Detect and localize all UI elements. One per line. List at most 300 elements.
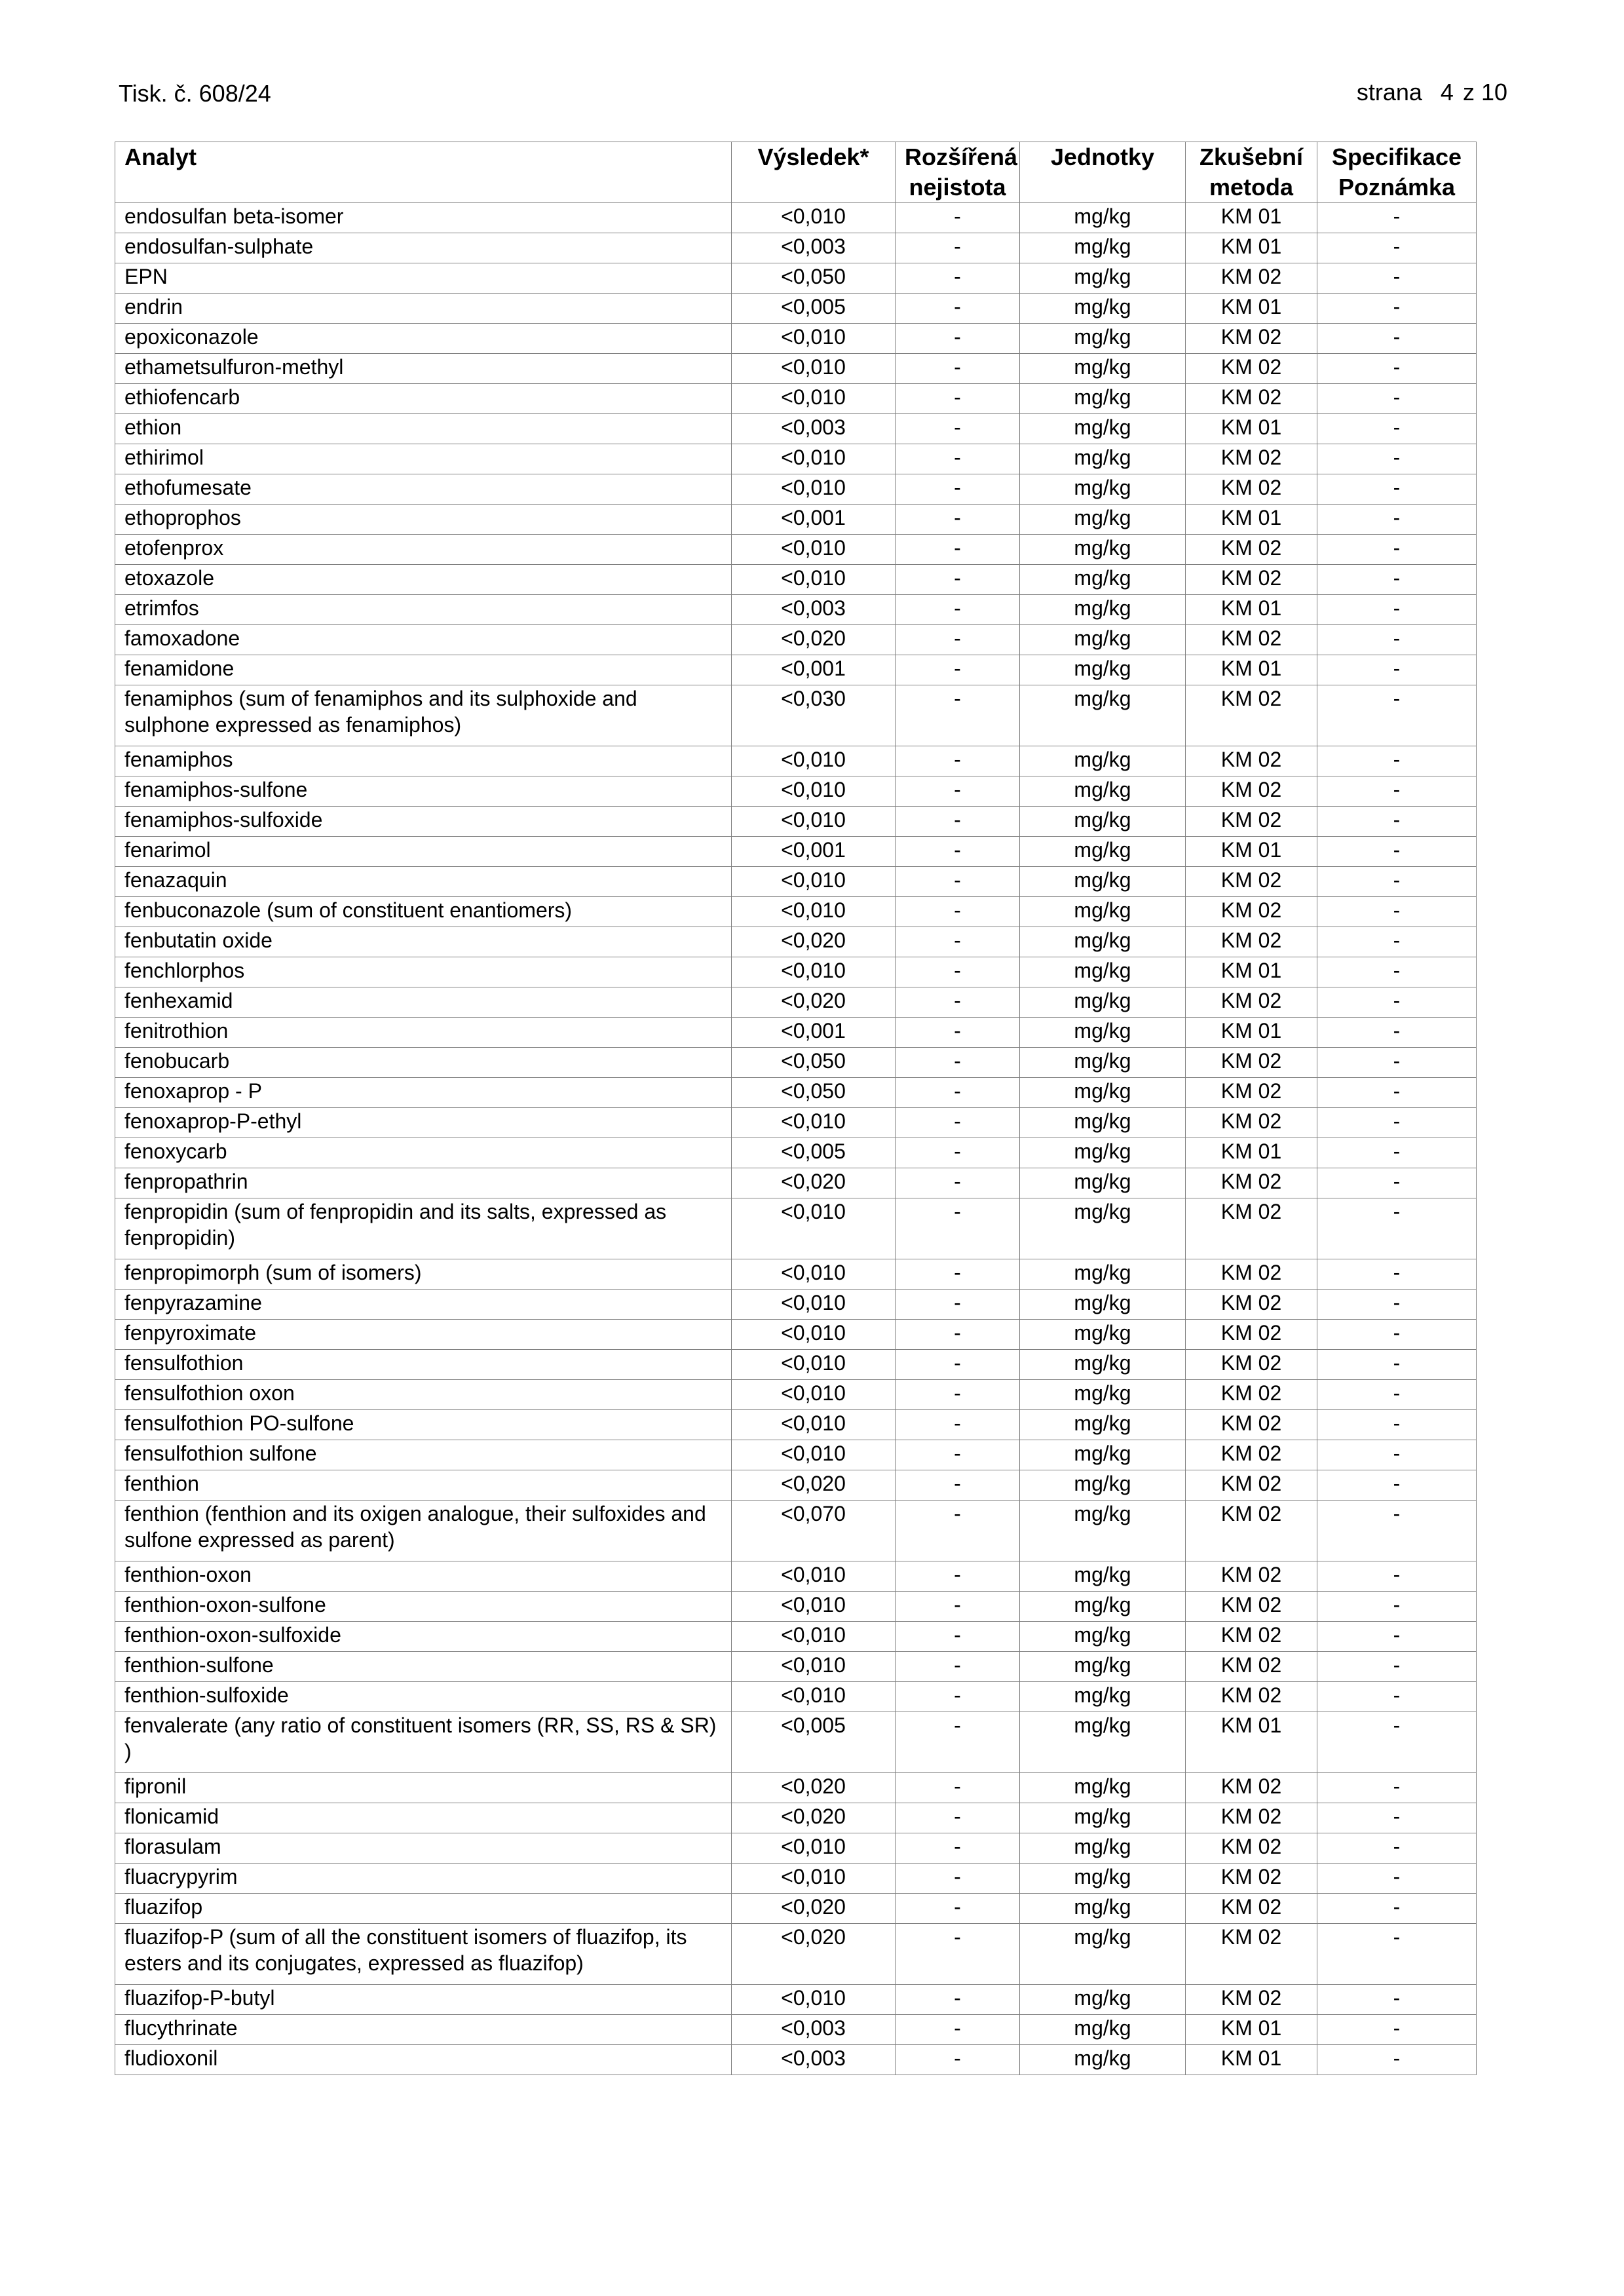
cell-specification: - (1317, 655, 1477, 685)
cell-units: mg/kg (1020, 1410, 1186, 1440)
cell-analyte: fenitrothion (115, 1018, 732, 1048)
cell-method: KM 02 (1186, 1380, 1317, 1410)
table-row (115, 1078, 1477, 1108)
table-row (115, 1350, 1477, 1380)
cell-method: KM 02 (1186, 1833, 1317, 1864)
table-row (115, 1138, 1477, 1168)
table-row (115, 1048, 1477, 1078)
cell-result: <0,010 (732, 384, 896, 414)
cell-uncertainty: - (896, 1108, 1020, 1138)
cell-specification: - (1317, 1168, 1477, 1198)
cell-uncertainty: - (896, 2015, 1020, 2045)
cell-uncertainty: - (896, 233, 1020, 263)
cell-result: <0,001 (732, 505, 896, 535)
cell-result: <0,020 (732, 1470, 896, 1501)
cell-uncertainty: - (896, 1350, 1020, 1380)
cell-method: KM 02 (1186, 1864, 1317, 1894)
cell-uncertainty: - (896, 867, 1020, 897)
cell-units: mg/kg (1020, 1320, 1186, 1350)
cell-units: mg/kg (1020, 987, 1186, 1018)
cell-units: mg/kg (1020, 1078, 1186, 1108)
header-specification: Specifikace Poznámka (1317, 142, 1477, 203)
cell-uncertainty: - (896, 1198, 1020, 1259)
cell-method: KM 02 (1186, 927, 1317, 957)
cell-units: mg/kg (1020, 474, 1186, 505)
cell-result: <0,010 (732, 324, 896, 354)
cell-uncertainty: - (896, 384, 1020, 414)
cell-units: mg/kg (1020, 807, 1186, 837)
cell-result: <0,020 (732, 625, 896, 655)
cell-specification: - (1317, 1350, 1477, 1380)
cell-uncertainty: - (896, 807, 1020, 837)
cell-method: KM 02 (1186, 1622, 1317, 1652)
cell-analyte: etrimfos (115, 595, 732, 625)
cell-units: mg/kg (1020, 1894, 1186, 1924)
cell-method: KM 02 (1186, 1108, 1317, 1138)
cell-result: <0,070 (732, 1501, 896, 1561)
cell-specification: - (1317, 535, 1477, 565)
cell-analyte: ethion (115, 414, 732, 444)
cell-result: <0,010 (732, 1290, 896, 1320)
cell-method: KM 02 (1186, 1682, 1317, 1712)
cell-method: KM 02 (1186, 746, 1317, 776)
cell-analyte: fenthion (fenthion and its oxigen analogue, their sulfoxides and sulfone expressed as parent) (115, 1501, 732, 1561)
cell-specification: - (1317, 1138, 1477, 1168)
cell-uncertainty: - (896, 1380, 1020, 1410)
cell-specification: - (1317, 1652, 1477, 1682)
cell-units: mg/kg (1020, 1652, 1186, 1682)
table-row (115, 324, 1477, 354)
cell-result: <0,010 (732, 1198, 896, 1259)
table-row (115, 444, 1477, 474)
cell-method: KM 02 (1186, 807, 1317, 837)
cell-result: <0,005 (732, 1138, 896, 1168)
cell-specification: - (1317, 263, 1477, 294)
cell-specification: - (1317, 867, 1477, 897)
cell-units: mg/kg (1020, 263, 1186, 294)
cell-method: KM 01 (1186, 505, 1317, 535)
cell-result: <0,020 (732, 987, 896, 1018)
cell-result: <0,005 (732, 294, 896, 324)
cell-analyte: fenthion-oxon-sulfone (115, 1592, 732, 1622)
header-method: Zkušební metoda (1186, 142, 1317, 203)
table-row (115, 2045, 1477, 2075)
cell-units: mg/kg (1020, 1682, 1186, 1712)
cell-analyte: fenthion (115, 1470, 732, 1501)
cell-specification: - (1317, 1894, 1477, 1924)
cell-method: KM 02 (1186, 1592, 1317, 1622)
table-row (115, 1440, 1477, 1470)
cell-result: <0,050 (732, 1048, 896, 1078)
cell-result: <0,001 (732, 655, 896, 685)
cell-specification: - (1317, 1864, 1477, 1894)
cell-specification: - (1317, 595, 1477, 625)
table-body (115, 203, 1477, 2075)
cell-specification: - (1317, 1470, 1477, 1501)
cell-result: <0,010 (732, 1833, 896, 1864)
cell-specification: - (1317, 1561, 1477, 1592)
cell-analyte: etoxazole (115, 565, 732, 595)
cell-uncertainty: - (896, 1168, 1020, 1198)
cell-specification: - (1317, 1198, 1477, 1259)
cell-method: KM 02 (1186, 1894, 1317, 1924)
cell-specification: - (1317, 746, 1477, 776)
cell-specification: - (1317, 2015, 1477, 2045)
table-row (115, 1652, 1477, 1682)
cell-result: <0,010 (732, 1682, 896, 1712)
cell-uncertainty: - (896, 474, 1020, 505)
cell-uncertainty: - (896, 837, 1020, 867)
cell-result: <0,005 (732, 1712, 896, 1773)
cell-analyte: fenamiphos-sulfoxide (115, 807, 732, 837)
cell-specification: - (1317, 625, 1477, 655)
cell-analyte: fenhexamid (115, 987, 732, 1018)
cell-units: mg/kg (1020, 1380, 1186, 1410)
cell-result: <0,010 (732, 1259, 896, 1290)
cell-specification: - (1317, 294, 1477, 324)
cell-analyte: fluazifop-P-butyl (115, 1985, 732, 2015)
cell-specification: - (1317, 1985, 1477, 2015)
cell-analyte: florasulam (115, 1833, 732, 1864)
cell-result: <0,003 (732, 2045, 896, 2075)
cell-units: mg/kg (1020, 1924, 1186, 1985)
cell-method: KM 02 (1186, 354, 1317, 384)
cell-method: KM 02 (1186, 535, 1317, 565)
cell-specification: - (1317, 1440, 1477, 1470)
cell-units: mg/kg (1020, 2015, 1186, 2045)
cell-analyte: fenoxycarb (115, 1138, 732, 1168)
table-row (115, 1561, 1477, 1592)
cell-method: KM 01 (1186, 203, 1317, 233)
cell-specification: - (1317, 565, 1477, 595)
cell-specification: - (1317, 354, 1477, 384)
cell-analyte: ethoprophos (115, 505, 732, 535)
cell-units: mg/kg (1020, 867, 1186, 897)
page-indicator (1357, 79, 1507, 106)
cell-units: mg/kg (1020, 776, 1186, 807)
cell-method: KM 02 (1186, 1501, 1317, 1561)
cell-result: <0,010 (732, 1380, 896, 1410)
page-number: 4 (1440, 79, 1454, 105)
table-row (115, 565, 1477, 595)
cell-specification: - (1317, 1290, 1477, 1320)
cell-method: KM 01 (1186, 837, 1317, 867)
cell-analyte: fenpyroximate (115, 1320, 732, 1350)
cell-method: KM 01 (1186, 1138, 1317, 1168)
cell-units: mg/kg (1020, 294, 1186, 324)
cell-method: KM 02 (1186, 1320, 1317, 1350)
cell-uncertainty: - (896, 1833, 1020, 1864)
cell-analyte: endrin (115, 294, 732, 324)
cell-result: <0,010 (732, 474, 896, 505)
cell-units: mg/kg (1020, 1350, 1186, 1380)
cell-units: mg/kg (1020, 927, 1186, 957)
cell-specification: - (1317, 1501, 1477, 1561)
cell-analyte: epoxiconazole (115, 324, 732, 354)
cell-method: KM 01 (1186, 1018, 1317, 1048)
cell-uncertainty: - (896, 414, 1020, 444)
cell-uncertainty: - (896, 505, 1020, 535)
cell-units: mg/kg (1020, 1048, 1186, 1078)
cell-uncertainty: - (896, 1773, 1020, 1803)
cell-specification: - (1317, 1924, 1477, 1985)
cell-result: <0,010 (732, 444, 896, 474)
table-row (115, 746, 1477, 776)
cell-analyte: endosulfan-sulphate (115, 233, 732, 263)
cell-analyte: fensulfothion sulfone (115, 1440, 732, 1470)
cell-analyte: etofenprox (115, 535, 732, 565)
cell-result: <0,050 (732, 263, 896, 294)
cell-analyte: fipronil (115, 1773, 732, 1803)
cell-result: <0,001 (732, 837, 896, 867)
cell-uncertainty: - (896, 1138, 1020, 1168)
table-row (115, 1259, 1477, 1290)
cell-units: mg/kg (1020, 1864, 1186, 1894)
cell-method: KM 02 (1186, 324, 1317, 354)
cell-analyte: fenthion-oxon (115, 1561, 732, 1592)
cell-analyte: fenthion-sulfoxide (115, 1682, 732, 1712)
cell-result: <0,020 (732, 1924, 896, 1985)
cell-uncertainty: - (896, 685, 1020, 746)
cell-units: mg/kg (1020, 1440, 1186, 1470)
cell-uncertainty: - (896, 444, 1020, 474)
cell-analyte: fenazaquin (115, 867, 732, 897)
cell-uncertainty: - (896, 927, 1020, 957)
cell-uncertainty: - (896, 354, 1020, 384)
cell-units: mg/kg (1020, 505, 1186, 535)
cell-uncertainty: - (896, 535, 1020, 565)
cell-result: <0,010 (732, 1592, 896, 1622)
cell-uncertainty: - (896, 1561, 1020, 1592)
cell-uncertainty: - (896, 1048, 1020, 1078)
cell-uncertainty: - (896, 1985, 1020, 2015)
cell-result: <0,010 (732, 746, 896, 776)
header-analyte: Analyt (115, 142, 732, 203)
cell-uncertainty: - (896, 1410, 1020, 1440)
cell-uncertainty: - (896, 625, 1020, 655)
cell-units: mg/kg (1020, 1290, 1186, 1320)
cell-method: KM 01 (1186, 294, 1317, 324)
cell-result: <0,050 (732, 1078, 896, 1108)
cell-specification: - (1317, 987, 1477, 1018)
cell-analyte: EPN (115, 263, 732, 294)
cell-method: KM 02 (1186, 1168, 1317, 1198)
cell-specification: - (1317, 1078, 1477, 1108)
cell-units: mg/kg (1020, 2045, 1186, 2075)
cell-specification: - (1317, 1833, 1477, 1864)
cell-result: <0,010 (732, 535, 896, 565)
cell-analyte: fensulfothion oxon (115, 1380, 732, 1410)
cell-result: <0,010 (732, 867, 896, 897)
cell-analyte: fensulfothion (115, 1350, 732, 1380)
table-row (115, 505, 1477, 535)
table-row (115, 414, 1477, 444)
cell-analyte: fenpropathrin (115, 1168, 732, 1198)
cell-method: KM 01 (1186, 233, 1317, 263)
cell-units: mg/kg (1020, 414, 1186, 444)
cell-units: mg/kg (1020, 1108, 1186, 1138)
cell-method: KM 02 (1186, 625, 1317, 655)
cell-method: KM 02 (1186, 1078, 1317, 1108)
cell-units: mg/kg (1020, 1198, 1186, 1259)
cell-specification: - (1317, 897, 1477, 927)
cell-specification: - (1317, 324, 1477, 354)
cell-method: KM 02 (1186, 1652, 1317, 1682)
cell-method: KM 02 (1186, 384, 1317, 414)
cell-analyte: fenvalerate (any ratio of constituent isomers (RR, SS, RS & SR) ) (115, 1712, 732, 1773)
cell-units: mg/kg (1020, 1259, 1186, 1290)
table-row (115, 1682, 1477, 1712)
cell-result: <0,003 (732, 414, 896, 444)
cell-uncertainty: - (896, 294, 1020, 324)
cell-method: KM 02 (1186, 1259, 1317, 1290)
table-row (115, 927, 1477, 957)
cell-units: mg/kg (1020, 897, 1186, 927)
cell-analyte: fenarimol (115, 837, 732, 867)
cell-units: mg/kg (1020, 685, 1186, 746)
table-row (115, 354, 1477, 384)
cell-result: <0,010 (732, 1561, 896, 1592)
cell-units: mg/kg (1020, 384, 1186, 414)
cell-result: <0,020 (732, 1773, 896, 1803)
cell-units: mg/kg (1020, 746, 1186, 776)
table-row (115, 1712, 1477, 1773)
cell-uncertainty: - (896, 746, 1020, 776)
cell-result: <0,010 (732, 203, 896, 233)
cell-units: mg/kg (1020, 1501, 1186, 1561)
table-row (115, 263, 1477, 294)
cell-method: KM 02 (1186, 897, 1317, 927)
table-row (115, 1380, 1477, 1410)
table-row (115, 625, 1477, 655)
cell-analyte: ethiofencarb (115, 384, 732, 414)
cell-analyte: ethofumesate (115, 474, 732, 505)
cell-method: KM 02 (1186, 1985, 1317, 2015)
cell-units: mg/kg (1020, 1561, 1186, 1592)
cell-analyte: fludioxonil (115, 2045, 732, 2075)
cell-analyte: fenthion-oxon-sulfoxide (115, 1622, 732, 1652)
table-row (115, 897, 1477, 927)
cell-uncertainty: - (896, 1924, 1020, 1985)
cell-uncertainty: - (896, 1259, 1020, 1290)
cell-units: mg/kg (1020, 1833, 1186, 1864)
cell-method: KM 01 (1186, 595, 1317, 625)
cell-units: mg/kg (1020, 1470, 1186, 1501)
cell-method: KM 02 (1186, 1048, 1317, 1078)
cell-specification: - (1317, 233, 1477, 263)
table-row (115, 1410, 1477, 1440)
table-row (115, 987, 1477, 1018)
cell-analyte: fenoxaprop - P (115, 1078, 732, 1108)
table-row (115, 837, 1477, 867)
cell-result: <0,010 (732, 1985, 896, 2015)
table-row (115, 1320, 1477, 1350)
table-row (115, 776, 1477, 807)
cell-uncertainty: - (896, 1803, 1020, 1833)
table-row (115, 1773, 1477, 1803)
table-row (115, 384, 1477, 414)
cell-specification: - (1317, 776, 1477, 807)
table-row (115, 294, 1477, 324)
cell-method: KM 02 (1186, 474, 1317, 505)
cell-uncertainty: - (896, 1320, 1020, 1350)
cell-specification: - (1317, 1259, 1477, 1290)
table-row (115, 595, 1477, 625)
cell-analyte: ethametsulfuron-methyl (115, 354, 732, 384)
cell-method: KM 01 (1186, 655, 1317, 685)
cell-uncertainty: - (896, 2045, 1020, 2075)
cell-method: KM 02 (1186, 1198, 1317, 1259)
cell-units: mg/kg (1020, 625, 1186, 655)
page-total: z 10 (1462, 79, 1507, 105)
cell-analyte: fenbutatin oxide (115, 927, 732, 957)
cell-method: KM 01 (1186, 1712, 1317, 1773)
cell-analyte: fenobucarb (115, 1048, 732, 1078)
cell-result: <0,020 (732, 1803, 896, 1833)
table-row (115, 1622, 1477, 1652)
cell-uncertainty: - (896, 1712, 1020, 1773)
cell-method: KM 02 (1186, 1924, 1317, 1985)
cell-result: <0,010 (732, 1440, 896, 1470)
cell-method: KM 02 (1186, 1561, 1317, 1592)
table-row (115, 1168, 1477, 1198)
header-uncertainty: Rozšířená nejistota (896, 142, 1020, 203)
cell-uncertainty: - (896, 1470, 1020, 1501)
cell-analyte: fensulfothion PO-sulfone (115, 1410, 732, 1440)
table-row (115, 2015, 1477, 2045)
cell-method: KM 02 (1186, 1803, 1317, 1833)
cell-uncertainty: - (896, 1440, 1020, 1470)
cell-specification: - (1317, 1410, 1477, 1440)
cell-units: mg/kg (1020, 1592, 1186, 1622)
cell-result: <0,010 (732, 1410, 896, 1440)
cell-method: KM 02 (1186, 1773, 1317, 1803)
cell-specification: - (1317, 505, 1477, 535)
page-word: strana (1356, 79, 1422, 105)
table-row (115, 474, 1477, 505)
cell-analyte: fenamidone (115, 655, 732, 685)
cell-specification: - (1317, 474, 1477, 505)
cell-result: <0,010 (732, 1108, 896, 1138)
table-row (115, 1018, 1477, 1048)
cell-analyte: flucythrinate (115, 2015, 732, 2045)
cell-specification: - (1317, 1682, 1477, 1712)
cell-method: KM 02 (1186, 444, 1317, 474)
table-row (115, 1924, 1477, 1985)
cell-units: mg/kg (1020, 535, 1186, 565)
cell-analyte: fenpropidin (sum of fenpropidin and its salts, expressed as fenpropidin) (115, 1198, 732, 1259)
cell-analyte: fenthion-sulfone (115, 1652, 732, 1682)
cell-result: <0,010 (732, 1320, 896, 1350)
cell-specification: - (1317, 1048, 1477, 1078)
cell-result: <0,010 (732, 897, 896, 927)
cell-result: <0,010 (732, 807, 896, 837)
cell-uncertainty: - (896, 655, 1020, 685)
table-row (115, 1833, 1477, 1864)
table-row (115, 1470, 1477, 1501)
cell-method: KM 02 (1186, 1290, 1317, 1320)
cell-analyte: fenamiphos (115, 746, 732, 776)
table-row (115, 1290, 1477, 1320)
cell-units: mg/kg (1020, 1712, 1186, 1773)
cell-units: mg/kg (1020, 324, 1186, 354)
cell-uncertainty: - (896, 1894, 1020, 1924)
cell-units: mg/kg (1020, 595, 1186, 625)
cell-specification: - (1317, 1803, 1477, 1833)
document-number: Tisk. č. 608/24 (119, 80, 271, 107)
cell-uncertainty: - (896, 1682, 1020, 1712)
cell-analyte: fenbuconazole (sum of constituent enantiomers) (115, 897, 732, 927)
